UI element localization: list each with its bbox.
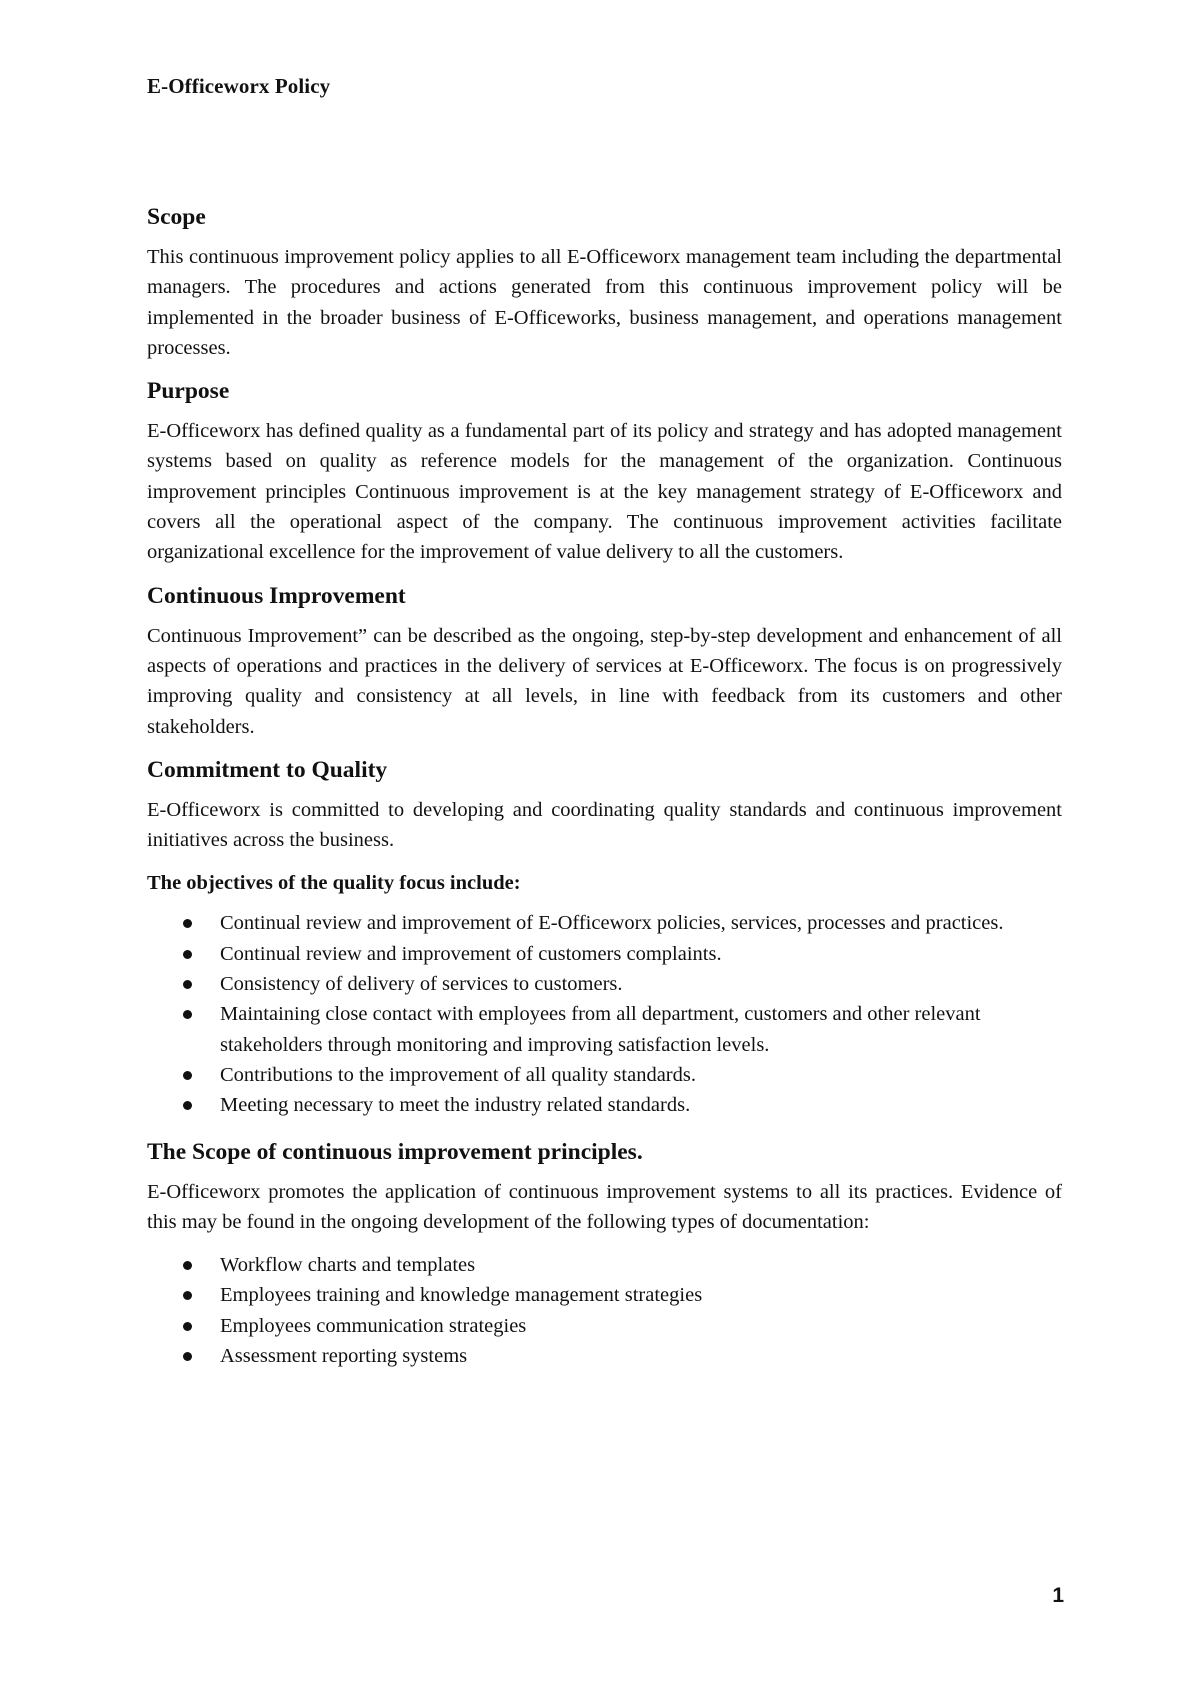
page-number: 1: [1052, 1584, 1064, 1607]
list-item-text: Continual review and improvement of customers complaints.: [220, 942, 722, 965]
list-item: [147, 1280, 1062, 1310]
section-commitment: [147, 755, 1062, 1121]
section-body-commitment: E-Officeworx is committed to developing and coordinating quality standards and continuous improvement initiatives across the business.: [147, 798, 1062, 852]
section-body-principles: E-Officeworx promotes the application of continuous improvement systems to all its practices. Evidence of this may be found in the ongoing development of the following types of documentation:: [147, 1180, 1062, 1233]
bullet-icon: [183, 1291, 192, 1300]
list-item: [147, 1311, 1062, 1341]
documentation-list: [147, 1250, 1062, 1371]
list-item: [147, 908, 1062, 938]
list-item: [147, 939, 1062, 969]
list-item-text: Continual review and improvement of E-Officeworx policies, services, processes and practices.: [220, 912, 1004, 935]
section-purpose: [147, 376, 1062, 567]
section-heading-commitment: Commitment to Quality: [147, 756, 388, 783]
section-heading-purpose: Purpose: [147, 378, 230, 405]
section-scope: [147, 202, 1062, 363]
section-principles: [147, 1137, 1062, 1372]
section-body-scope: This continuous improvement policy applies to all E-Officeworx management team including the departmental managers. The procedures and actions generated from this continuous improvement policy will be implemented in the broader business of E-Officeworks, business management, and operations management processes.: [147, 246, 1062, 359]
section-body-continuous-improvement: Continuous Improvement” can be described as the ongoing, step-by-step development and enhancement of all aspects of operations and practices in the delivery of services at E-Officeworx. The focus is on progressively improving quality and consistency at all levels, in line with feedback from its customers and other stakeholders.: [147, 624, 1062, 738]
section-continuous-improvement: [147, 581, 1062, 742]
list-item-text: Workflow charts and templates: [220, 1254, 476, 1277]
bullet-icon: [183, 1010, 192, 1019]
bullet-icon: [183, 980, 192, 989]
bullet-icon: [183, 1322, 192, 1331]
section-heading-principles: The Scope of continuous improvement principles.: [147, 1138, 643, 1165]
bullet-icon: [183, 1071, 192, 1080]
section-body-purpose: E-Officeworx has defined quality as a fundamental part of its policy and strategy and has adopted management systems based on quality as reference models for the management of the organization. Continuous improvement principles Continuous improvement is at the key management strategy of E-Officeworx and covers all the operational aspect of the company. The continuous improvement activities facilitate organizational excellence for the improvement of value delivery to all the customers.: [147, 420, 1062, 564]
document-body: [147, 202, 1062, 1387]
objectives-list: [147, 908, 1062, 1120]
section-heading-continuous-improvement: Continuous Improvement: [147, 582, 406, 609]
objectives-heading: The objectives of the quality focus include:: [147, 872, 521, 895]
list-item: [147, 1060, 1062, 1090]
list-item-text: Assessment reporting systems: [220, 1345, 468, 1368]
bullet-icon: [183, 1101, 192, 1110]
bullet-icon: [183, 950, 192, 959]
list-item-text: Contributions to the improvement of all quality standards.: [220, 1063, 696, 1086]
list-item-text: Meeting necessary to meet the industry related standards.: [220, 1094, 691, 1117]
list-item-text: Employees training and knowledge management strategies: [220, 1284, 703, 1307]
list-item: [147, 1250, 1062, 1280]
bullet-icon: [183, 1352, 192, 1361]
list-item-text: Employees communication strategies: [220, 1314, 527, 1337]
list-item: [147, 1341, 1062, 1371]
bullet-icon: [183, 919, 192, 928]
bullet-icon: [183, 1261, 192, 1270]
section-heading-scope: Scope: [147, 204, 206, 230]
list-item: [147, 1090, 1062, 1120]
list-item: [147, 969, 1062, 999]
list-item-text: Consistency of delivery of services to customers.: [220, 973, 623, 996]
document-header: E-Officeworx Policy: [147, 74, 331, 98]
list-item-text: Maintaining close contact with employees from all department, customers and other relevant stakeholders through monitoring and improving satisfaction levels.: [220, 1003, 981, 1056]
list-item: [147, 999, 1062, 1060]
